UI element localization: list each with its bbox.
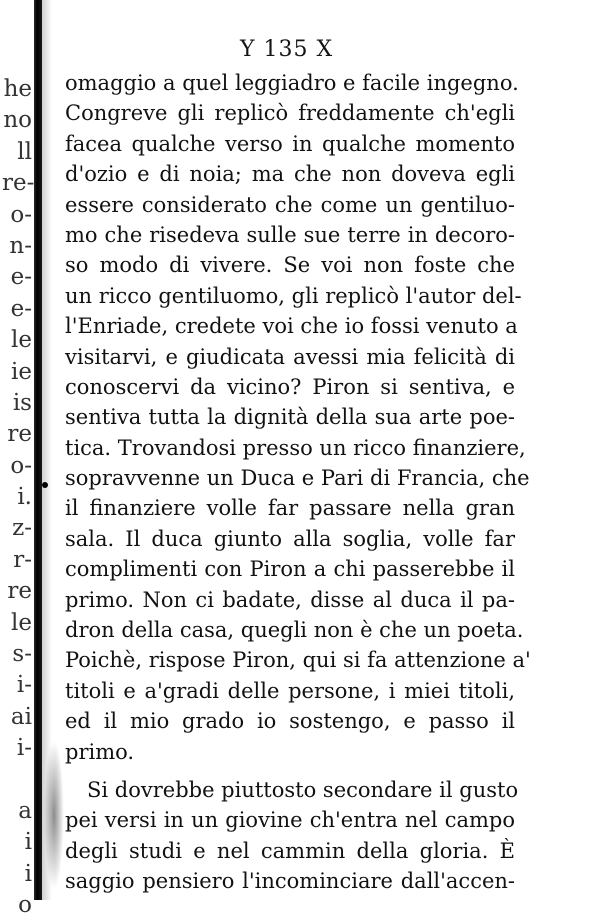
text-line: Poichè, rispose Piron, qui si fa attenzione a' <box>65 648 531 673</box>
prev-page-fragment: s- <box>12 641 32 668</box>
prev-page-fragment: o- <box>10 201 32 228</box>
prev-page-fragment: no <box>3 107 32 134</box>
text-line: complimenti con Piron a chi passerebbe il <box>65 557 515 582</box>
previous-page-margin-fragments <box>2 74 34 922</box>
text-line: saggio pensiero l'incominciare dall'accen- <box>65 869 515 894</box>
text-line: Congreve gli replicò freddamente ch'egli <box>65 101 515 126</box>
text-line: so modo di vivere. Se voi non foste che <box>65 253 515 278</box>
prev-page-fragment: re <box>7 421 32 448</box>
text-line: degli studi e nel cammin della gloria. È <box>65 838 515 863</box>
book-gutter <box>34 0 42 900</box>
text-line: un ricco gentiluomo, gli replicò l'autor del- <box>65 283 522 308</box>
text-line-paragraph-start: Si dovrebbe piuttosto secondare il gusto <box>87 777 519 802</box>
prev-page-fragment: re <box>7 578 32 605</box>
text-line: sopravvenne un Duca e Pari di Francia, che <box>65 466 530 491</box>
prev-page-fragment: o- <box>10 452 32 479</box>
prev-page-fragment: n- <box>9 232 32 259</box>
prev-page-fragment: le <box>11 327 32 354</box>
prev-page-fragment <box>2 765 34 796</box>
ink-dot <box>42 482 48 488</box>
text-line: pei versi in un giovine ch'entra nel campo <box>65 808 515 833</box>
text-line: l'Enriade, credete voi che io fossi venuto a <box>65 314 518 339</box>
text-line: sentiva tutta la dignità della sua arte poe- <box>65 405 515 430</box>
text-line: visitarvi, e giudicata avessi mia felicità di <box>65 344 515 369</box>
prev-page-fragment: e- <box>10 264 32 291</box>
prev-page-fragment: he <box>3 76 32 102</box>
text-line: facea qualche verso in qualche momento <box>65 131 515 156</box>
prev-page-fragment: le <box>11 609 32 636</box>
prev-page-fragment: i- <box>16 735 32 762</box>
text-line: il finanziere volle far passare nella gran <box>65 496 515 521</box>
text-line: essere considerato che come un gentiluo- <box>65 192 515 217</box>
page-number: Y 135 X <box>240 37 334 62</box>
prev-page-fragment: i <box>24 860 32 887</box>
prev-page-fragment: is <box>12 389 32 416</box>
body-text <box>65 68 531 897</box>
text-line: ed il mio grado io sostengo, e passo il <box>65 709 515 734</box>
text-line: primo. Non ci badate, disse al duca il pa- <box>65 587 515 612</box>
text-line: tica. Trovandosi presso un ricco finanziere, <box>65 435 526 460</box>
prev-page-fragment: r- <box>13 546 32 573</box>
prev-page-fragment: re- <box>2 170 34 197</box>
text-line: conoscervi da vicino? Piron si sentiva, e <box>65 374 515 399</box>
prev-page-fragment: ai <box>10 703 32 730</box>
prev-page-fragment: z- <box>12 515 32 542</box>
text-line: sala. Il duca giunto alla soglia, volle far <box>65 526 515 551</box>
text-line: dron della casa, quegli non è che un poeta. <box>65 618 524 643</box>
prev-page-fragment: a <box>18 797 32 824</box>
prev-page-fragment: e- <box>10 295 32 322</box>
text-line: omaggio a quel leggiadro e facile ingegno. <box>65 71 519 95</box>
prev-page-fragment: o <box>18 892 32 919</box>
prev-page-fragment: i. <box>17 484 32 511</box>
prev-page-fragment: ie <box>11 358 32 385</box>
text-line: titoli e a'gradi delle persone, i miei titoli, <box>65 678 515 703</box>
text-line-paragraph-end: primo. <box>65 739 135 764</box>
page-stain <box>44 740 64 890</box>
prev-page-fragment: i- <box>16 672 32 699</box>
text-line: mo che risedeva sulle sue terre in decoro- <box>65 222 515 247</box>
prev-page-fragment: ll <box>17 138 32 165</box>
text-line: d'ozio e di noia; ma che non doveva egli <box>65 162 515 187</box>
prev-page-fragment: i <box>24 829 32 856</box>
